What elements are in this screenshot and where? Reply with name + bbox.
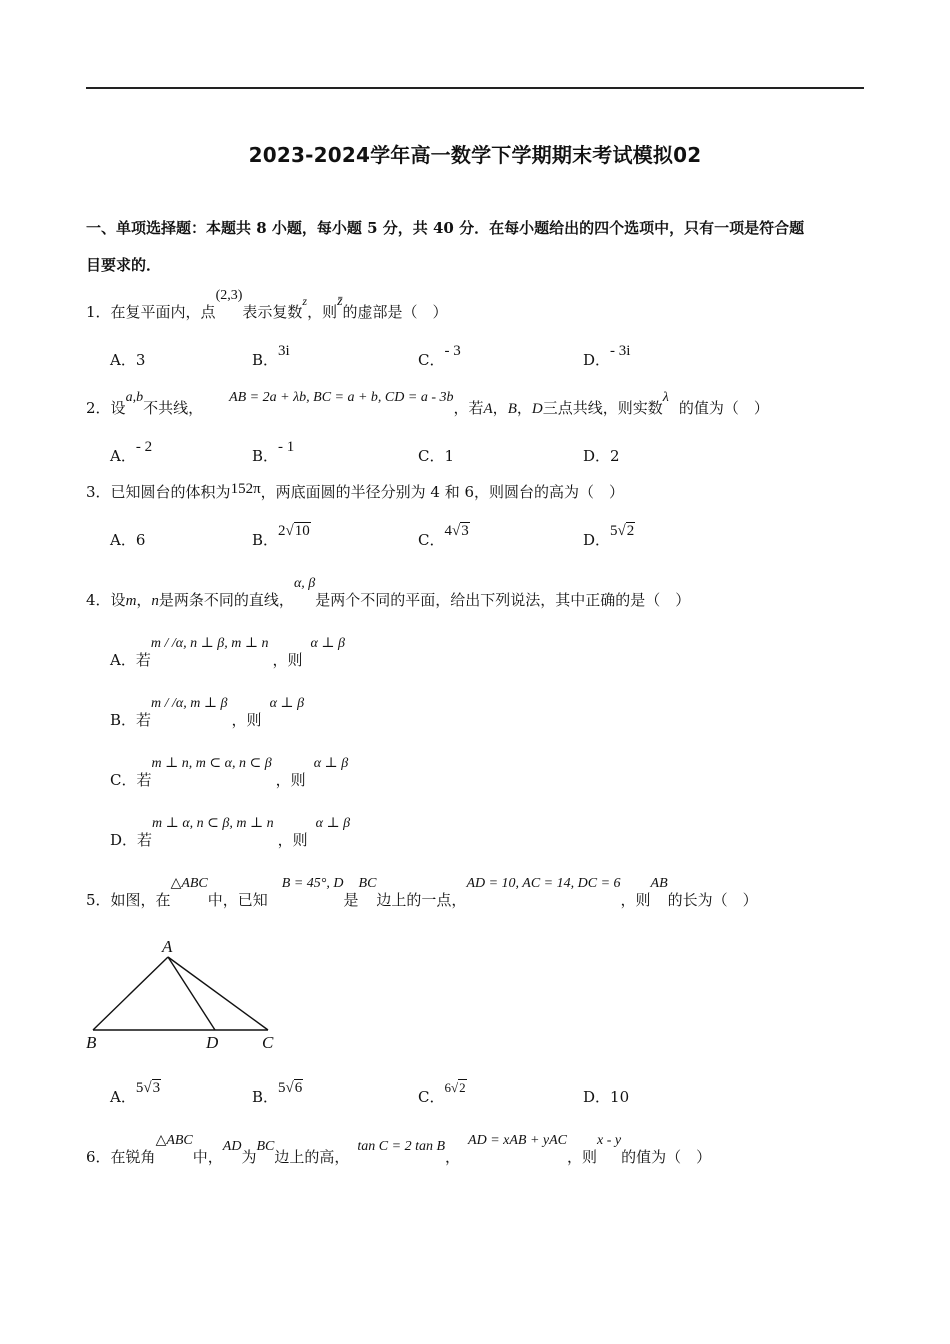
math-var: z xyxy=(302,294,308,308)
q2-option-c[interactable]: C．1 xyxy=(418,447,455,465)
q1-option-a[interactable]: A．3 xyxy=(110,351,146,369)
math-vector-eq: AB = 2a + λb, BC = a + b, CD = a - 3b xyxy=(229,390,454,405)
triangle-figure xyxy=(80,930,300,1055)
side-ac xyxy=(168,957,268,1030)
vertex-label-b: B xyxy=(86,1033,97,1052)
q5-option-a[interactable]: A．5√3 xyxy=(110,1080,161,1106)
vertex-label-a: A xyxy=(162,937,173,956)
question-5: 5．如图，在△ABC中，已知B = 45°, D是BC边上的一点，AD = 10, AC = 14, DC = 6，则AB的长为（ ） xyxy=(86,876,758,909)
question-number: 2． xyxy=(86,399,111,417)
section-heading-line1: 一、单项选择题：本题共 8 小题，每小题 5 分，共 40 分．在每小题给出的四个选项中，只有一项是符合题 xyxy=(86,219,805,237)
q3-option-c[interactable]: C．4√3 xyxy=(418,523,469,549)
q1-option-b[interactable]: B．3i xyxy=(252,343,290,369)
q1-option-d[interactable]: D．- 3i xyxy=(583,343,631,369)
q2-option-b[interactable]: B．- 1 xyxy=(252,439,295,465)
q5-option-c[interactable]: C．6√2 xyxy=(418,1080,466,1106)
q2-option-a[interactable]: A．- 2 xyxy=(110,439,153,465)
question-number: 5． xyxy=(86,891,111,909)
q4-option-b[interactable]: B．若m / /α, m ⊥ β，则α ⊥ β xyxy=(110,696,305,729)
question-4: 4．设m，n是两条不同的直线，α, β是两个不同的平面，给出下列说法，其中正确的是（ ） xyxy=(86,576,691,609)
math-lambda: λ xyxy=(662,390,669,405)
question-number: 3． xyxy=(86,483,111,501)
math-tan: tan C = 2 tan B xyxy=(357,1139,446,1154)
q2-option-d[interactable]: D．2 xyxy=(583,447,620,465)
page-title: 2023-2024学年高一数学下学期期末考试模拟02 xyxy=(248,143,702,167)
question-6: 6．在锐角△ABC中，AD为BC边上的高，tan C = 2 tan B，AD = xAB + yAC，则x - y的值为（ ） xyxy=(86,1133,712,1166)
question-number: 1． xyxy=(86,303,111,321)
question-number: 4． xyxy=(86,591,111,609)
math-planes: α, β xyxy=(293,576,316,591)
math-triangle: △ABC xyxy=(155,1133,193,1148)
math-vectors: a,b xyxy=(125,390,144,405)
segment-ad xyxy=(168,957,215,1030)
vertex-label-d: D xyxy=(206,1033,219,1052)
math-conj: z̄ xyxy=(337,294,343,309)
math-volume: 152π xyxy=(230,481,261,497)
q1-option-c[interactable]: C．- 3 xyxy=(418,343,461,369)
question-1 xyxy=(86,288,448,324)
q3-option-d[interactable]: D．5√2 xyxy=(583,523,635,549)
q3-option-a[interactable]: A．6 xyxy=(110,531,146,549)
side-ab xyxy=(93,957,168,1030)
question-text: 在复平面内，点 xyxy=(110,303,216,321)
question-number: 6． xyxy=(86,1148,111,1166)
question-3: 3．已知圆台的体积为152π，两底面圆的半径分别为 4 和 6，则圆台的高为（ ） xyxy=(86,481,625,501)
q3-option-b[interactable]: B．2√10 xyxy=(252,523,310,549)
header-rule xyxy=(86,87,864,89)
q4-option-d[interactable]: D．若m ⊥ α, n ⊂ β, m ⊥ n，则α ⊥ β xyxy=(110,816,351,849)
question-text: ，则 xyxy=(307,303,338,321)
q4-option-c[interactable]: C．若m ⊥ n, m ⊂ α, n ⊂ β，则α ⊥ β xyxy=(110,756,349,789)
math-point: (2,3) xyxy=(215,288,243,303)
question-2: 2．设a,b不共线，AB = 2a + λb, BC = a + b, CD = a - 3b，若A，B，D三点共线，则实数λ的值为（ ） xyxy=(86,390,769,417)
question-text: 表示复数 xyxy=(242,303,303,321)
q5-option-b[interactable]: B．5√6 xyxy=(252,1080,303,1106)
q5-option-d[interactable]: D．10 xyxy=(583,1088,630,1106)
vertex-label-c: C xyxy=(262,1033,274,1052)
math-triangle: △ABC xyxy=(170,876,208,891)
question-text: 的虚部是（ ） xyxy=(342,303,448,321)
math-vector-combo: AD = xAB + yAC xyxy=(468,1133,568,1148)
math-angle: B = 45°, D xyxy=(281,876,344,891)
math-lengths: AD = 10, AC = 14, DC = 6 xyxy=(466,876,621,891)
q4-option-a[interactable]: A．若m / /α, n ⊥ β, m ⊥ n，则α ⊥ β xyxy=(110,636,346,669)
section-heading-line2: 目要求的． xyxy=(86,256,162,274)
